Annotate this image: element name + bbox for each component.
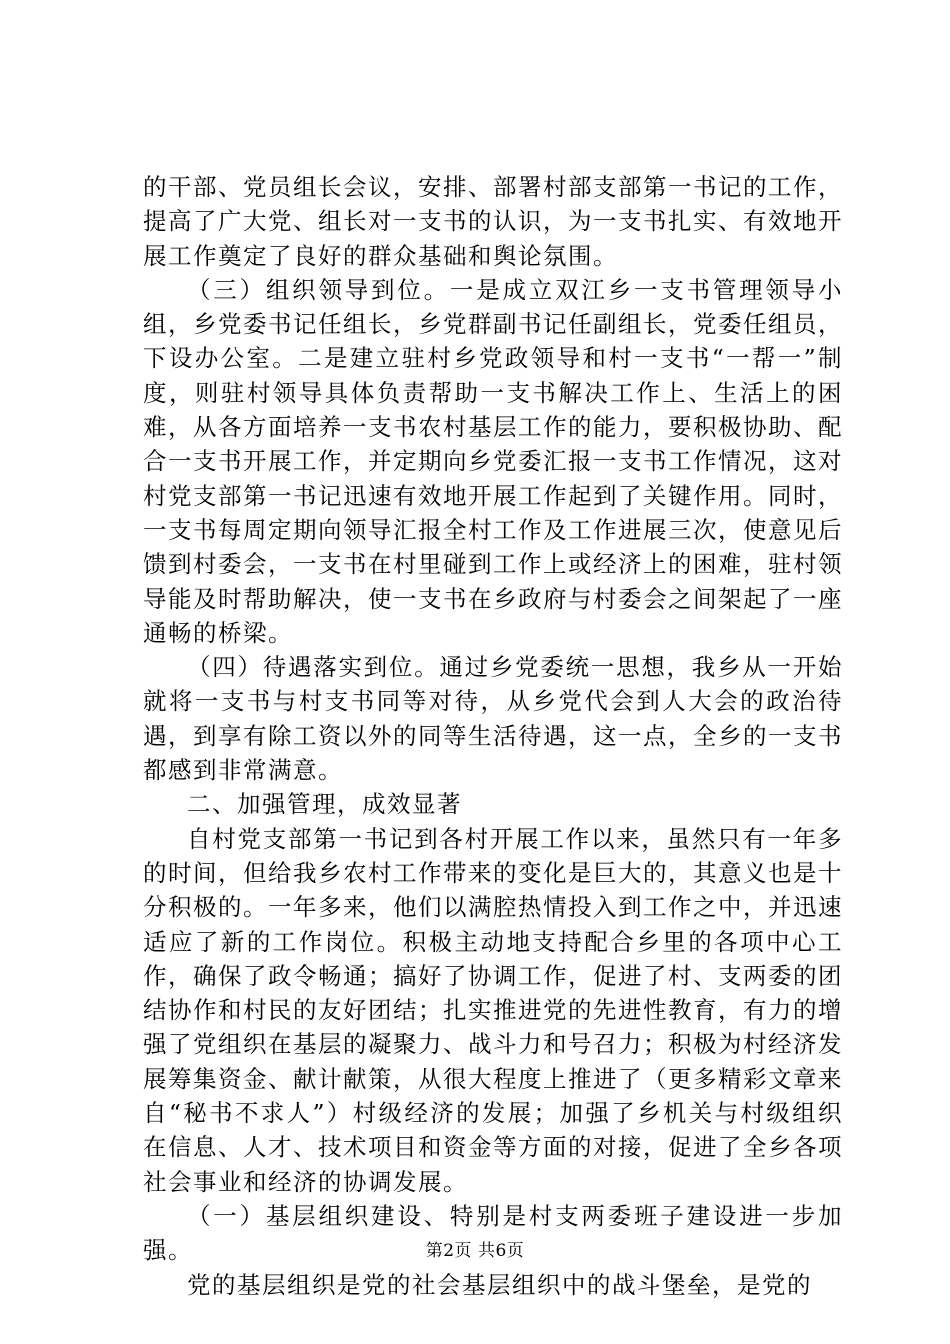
section-heading-2: 二、加强管理，成效显著: [187, 790, 462, 819]
paragraph-grassroots: 党的基层组织是党的社会基层组织中的战斗堡垒，是党的: [187, 1270, 812, 1299]
page-footer: 第2页 共6页: [425, 1241, 525, 1261]
document-body: [143, 170, 843, 1302]
paragraph-section-3: （三）组织领导到位。一是成立双江乡一支书管理领导小组，乡党委书记任组长，乡党群副书记任副组长，党委任组员，下设办公室。二是建立驻村乡党政领导和村一支书“一帮一”制度，则驻村领导具体负责帮助一支书解决工作上、生活上的困难，从各方面培养一支书农村基层工作的能力，要积极协助、配合一支书开展工作，并定期向乡党委汇报一支书工作情况，这对村党支部第一书记迅速有效地开展工作起到了关键作用。同时，一支书每周定期向领导汇报全村工作及工作进展三次，使意见后馈到村委会，一支书在村里碰到工作上或经济上的困难，驻村领导能及时帮助解决，使一支书在乡政府与村委会之间架起了一座通畅的桥梁。: [143, 275, 843, 647]
subsection-heading-1: （一）基层组织建设、特别是村支两委班子建设进一步加强。: [143, 1201, 843, 1265]
paragraph-section-4: （四）待遇落实到位。通过乡党委统一思想，我乡从一开始就将一支书与村支书同等对待，从乡党代会到人大会的政治待遇，到享有除工资以外的同等生活待遇，这一点，全乡的一支书都感到非常满意。: [143, 653, 843, 785]
paragraph-management: 自村党支部第一书记到各村开展工作以来，虽然只有一年多的时间，但给我乡农村工作带来的变化是巨大的，其意义也是十分积极的。一年多来，他们以满腔热情投入到工作之中，并迅速适应了新的工作岗位。积极主动地支持配合乡里的各项中心工作，确保了政令畅通；搞好了协调工作，促进了村、支两委的团结协作和村民的友好团结；扎实推进党的先进性教育，有力的增强了党组织在基层的凝聚力、战斗力和号召力；积极为村经济发展筹集资金、献计献策，从很大程度上推进了（更多精彩文章来自“秘书不求人”）村级经济的发展；加强了乡机关与村级组织在信息、人才、技术项目和资金等方面的对接，促进了全乡各项社会事业和经济的协调发展。: [143, 824, 843, 1196]
paragraph-continuation: 的干部、党员组长会议，安排、部署村部支部第一书记的工作，提高了广大党、组长对一支书的认识，为一支书扎实、有效地开展工作奠定了良好的群众基础和舆论氛围。: [143, 173, 843, 270]
